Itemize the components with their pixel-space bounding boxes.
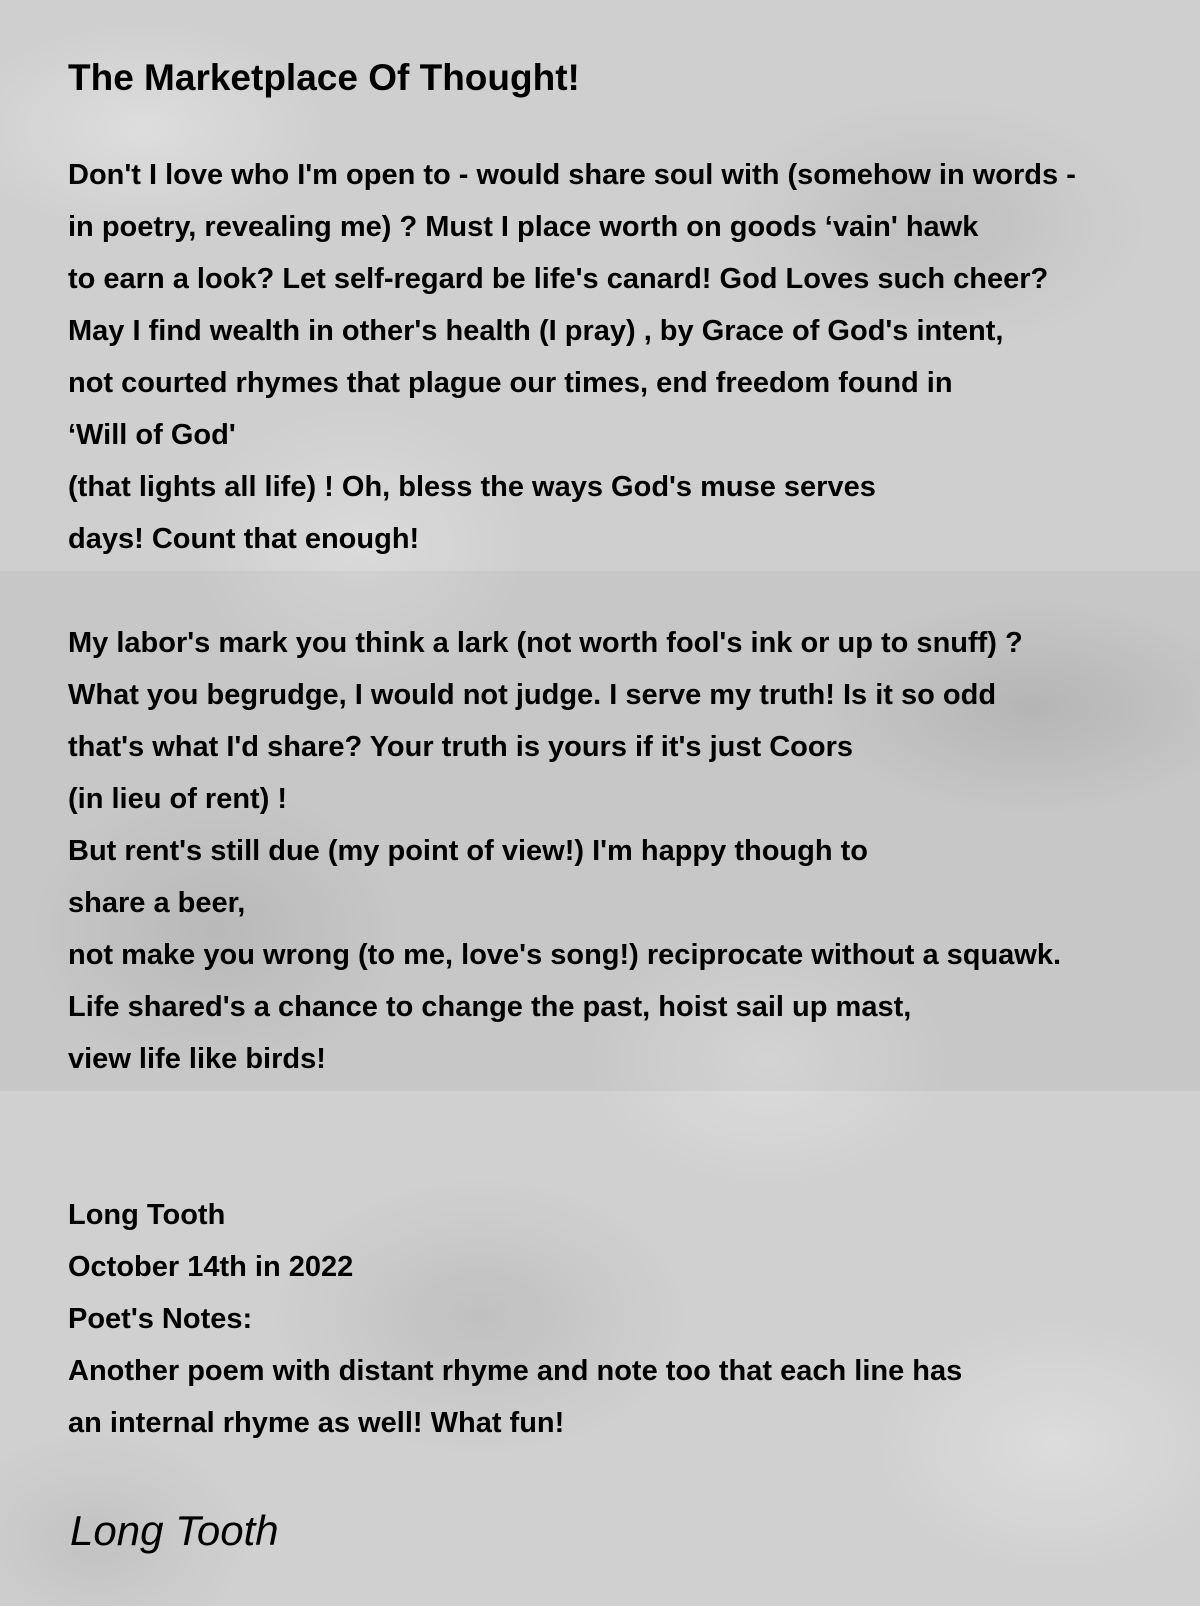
poem-title: The Marketplace Of Thought! [68, 57, 580, 98]
poem-line: May I find wealth in other's health (I pray) , by Grace of God's intent, [68, 315, 1004, 347]
author-name: Long Tooth [68, 1199, 226, 1231]
author-signature: Long Tooth [70, 1507, 279, 1554]
poem-line: What you begrudge, I would not judge. I serve my truth! Is it so odd [68, 679, 997, 711]
poet-notes-label: Poet's Notes: [68, 1303, 253, 1335]
poem-line: view life like birds! [68, 1043, 326, 1075]
poem-line: But rent's still due (my point of view!) I'm happy though to [68, 835, 868, 867]
poem-line: not make you wrong (to me, love's song!) reciprocate without a squawk. [68, 939, 1062, 971]
poem-line: share a beer, [68, 887, 246, 919]
poem-line: that's what I'd share? Your truth is yours if it's just Coors [68, 731, 853, 763]
poem-line: ‘Will of God' [68, 419, 236, 451]
poem-line: Don't I love who I'm open to - would share soul with (somehow in words - [68, 159, 1076, 191]
poem-line: not courted rhymes that plague our times, end freedom found in [68, 367, 953, 399]
poem-line: (that lights all life) ! Oh, bless the ways God's muse serves [68, 471, 876, 503]
poet-notes-line: Another poem with distant rhyme and note too that each line has [68, 1355, 963, 1387]
poem-line: in poetry, revealing me) ? Must I place worth on goods ‘vain' hawk [68, 211, 979, 243]
poem-line: (in lieu of rent) ! [68, 783, 288, 815]
poem-line: days! Count that enough! [68, 523, 420, 555]
poem-line: to earn a look? Let self-regard be life's canard! God Loves such cheer? [68, 263, 1049, 295]
poet-notes-line: an internal rhyme as well! What fun! [68, 1407, 565, 1439]
publish-date: October 14th in 2022 [68, 1251, 354, 1283]
poem-line: Life shared's a chance to change the past, hoist sail up mast, [68, 991, 912, 1023]
poem-line: My labor's mark you think a lark (not worth fool's ink or up to snuff) ? [68, 627, 1023, 659]
